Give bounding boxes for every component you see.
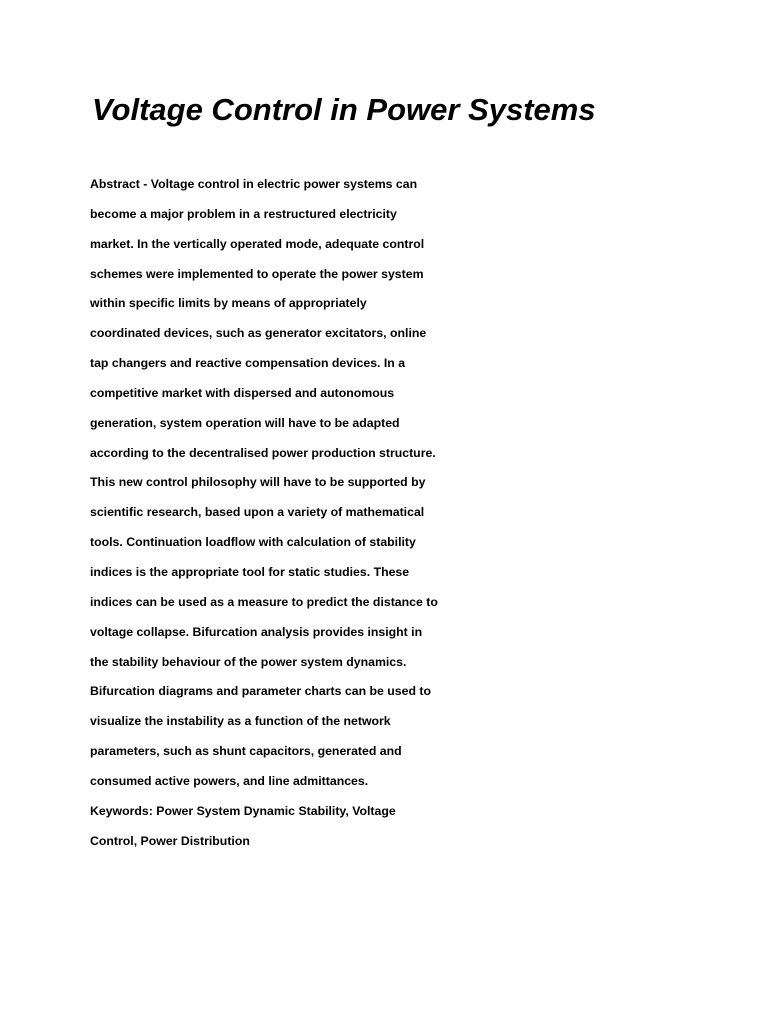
- abstract-line: This new control philosophy will have to be supported by: [90, 475, 426, 490]
- keywords-line: Control, Power Distribution: [90, 833, 250, 848]
- abstract-block: [90, 170, 510, 856]
- document-title: Voltage Control in Power Systems: [92, 92, 596, 127]
- abstract-line: generation, system operation will have to be adapted: [90, 415, 400, 430]
- abstract-line: indices is the appropriate tool for static studies. These: [90, 564, 410, 579]
- keywords-line: Keywords: Power System Dynamic Stability, Voltage: [90, 803, 396, 818]
- abstract-line: schemes were implemented to operate the power system: [90, 266, 424, 281]
- abstract-line: Abstract - Voltage control in electric power systems can: [90, 177, 418, 191]
- abstract-line: competitive market with dispersed and autonomous: [90, 385, 395, 400]
- abstract-line: coordinated devices, such as generator excitators, online: [90, 326, 427, 341]
- abstract-line: voltage collapse. Bifurcation analysis provides insight in: [90, 624, 423, 639]
- abstract-line: tools. Continuation loadflow with calculation of stability: [90, 535, 416, 550]
- abstract-line: within specific limits by means of appropriately: [90, 296, 367, 311]
- abstract-line: market. In the vertically operated mode, adequate control: [90, 236, 425, 251]
- abstract-line: tap changers and reactive compensation devices. In a: [90, 356, 406, 371]
- abstract-line: scientific research, based upon a variety of mathematical: [90, 505, 425, 520]
- abstract-line: become a major problem in a restructured electricity: [90, 206, 397, 221]
- abstract-line: according to the decentralised power production structure.: [90, 445, 436, 460]
- abstract-line: the stability behaviour of the power system dynamics.: [90, 654, 407, 669]
- abstract-line: indices can be used as a measure to predict the distance to: [90, 594, 438, 609]
- abstract-line: consumed active powers, and line admittances.: [90, 773, 369, 788]
- abstract-line: Bifurcation diagrams and parameter charts can be used to: [90, 684, 431, 699]
- abstract-line: visualize the instability as a function of the network: [90, 714, 391, 729]
- abstract-line: parameters, such as shunt capacitors, generated and: [90, 744, 402, 759]
